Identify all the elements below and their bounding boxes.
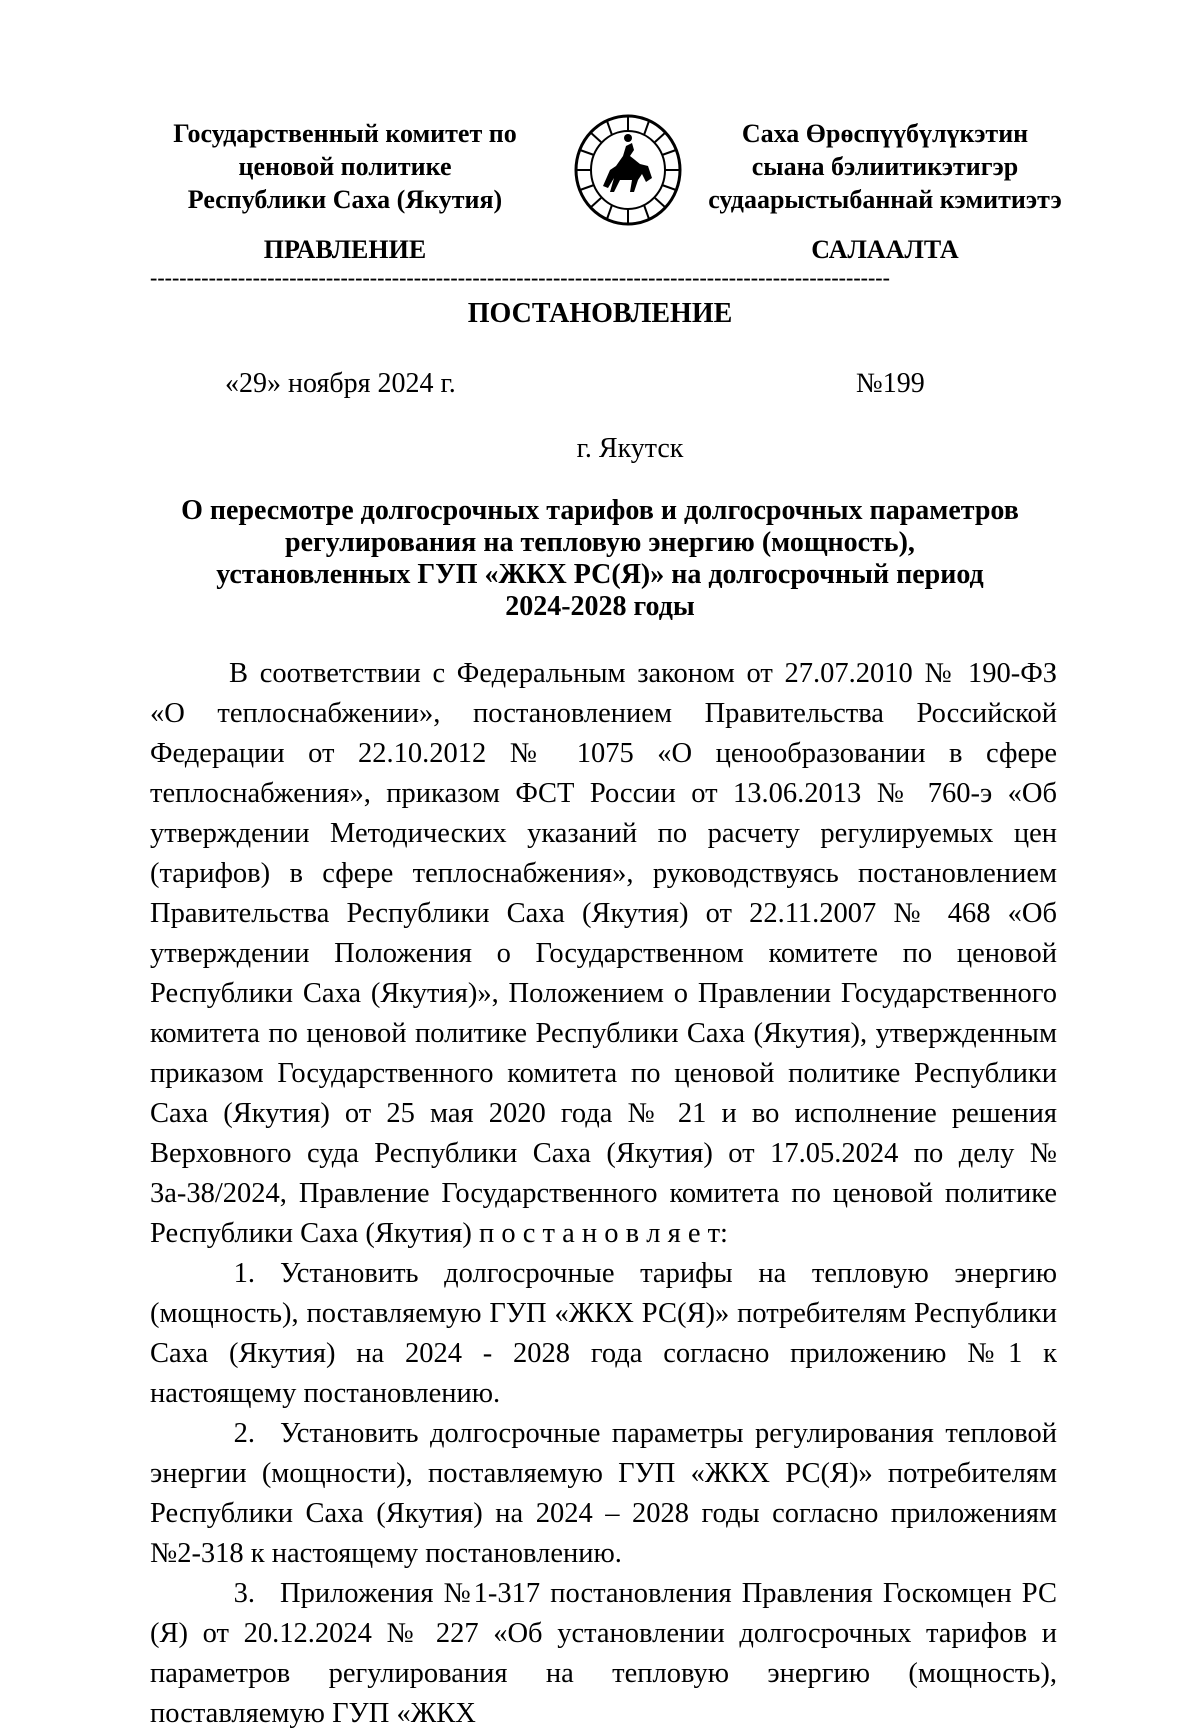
preamble-paragraph xyxy=(150,654,1057,1254)
header-left-line: ценовой политике xyxy=(238,152,452,181)
document-body xyxy=(150,654,1057,1734)
item-number: 1. xyxy=(233,1258,255,1289)
document-subject xyxy=(150,495,1050,623)
header-right-line: сыана бэлиитикэтигэр xyxy=(751,152,1019,181)
header-left-line: Республики Саха (Якутия) xyxy=(187,185,503,214)
subject-line: регулирования на тепловую энергию (мощность), xyxy=(285,527,915,558)
list-item xyxy=(150,1574,1057,1734)
list-item xyxy=(150,1414,1057,1574)
subject-line: 2024-2028 годы xyxy=(505,591,695,622)
coat-of-arms-icon xyxy=(568,108,688,230)
item-number: 2. xyxy=(233,1418,255,1449)
preamble-text: В соответствии с Федеральным законом от 27.07.2010 № 190-ФЗ «О теплоснабжении», постановлением Правительства Российской Федерации от 22.10.2012 № 1075 «О ценообразовании в сфере теплоснабжения», приказом ФСТ России от 13.06.2013 № 760-э «Об утверждении Методических указаний по расчету регулируемых цен (тарифов) в сфере теплоснабжения», руководствуясь постановлением Правительства Республики Саха (Якутия) от 22.11.2007 № 468 «Об утверждении Положения о Государственном комитете по ценовой Республики Саха (Якутия)», Положением о Правлении Государственного комитета по ценовой политике Республики Саха (Якутия), утвержденным приказом Государственного комитета по ценовой политике Республики Саха (Якутия) от 25 мая 2020 года № 21 и во исполнение решения Верховного суда Республики Саха (Якутия) от 17.05.2024 по делу № 3а-38/2024, Правление Государственного комитета по ценовой политике Республики Саха (Якутия) xyxy=(150,658,1057,1249)
header-right xyxy=(690,117,1080,216)
item-text: Установить долгосрочные параметры регулирования тепловой энергии (мощности), поставляемую ГУП «ЖКХ РС(Я)» потребителям Республики Саха (Якутия) на 2024 – 2028 годы согласно приложениям №2-318 к настоящему постановлению. xyxy=(150,1418,1057,1569)
header-left xyxy=(150,117,540,216)
list-item xyxy=(150,1254,1057,1414)
subject-line: О пересмотре долгосрочных тарифов и долгосрочных параметров xyxy=(181,495,1019,526)
header-right-line: судаарыстыбаннай кэмитиэтэ xyxy=(708,185,1062,214)
item-text: Установить долгосрочные тарифы на тепловую энергию (мощность), поставляемую ГУП «ЖКХ РС(Я)» потребителям Республики Саха (Якутия) на 2024 - 2028 года согласно приложению №1 к настоящему постановлению. xyxy=(150,1258,1057,1409)
subject-line: установленных ГУП «ЖКХ РС(Я)» на долгосрочный период xyxy=(216,559,984,590)
header-divider: ----------------------------------------------------------------------------------------------------- xyxy=(150,265,890,290)
document-type: ПОСТАНОВЛЕНИЕ xyxy=(467,298,733,329)
item-text: Приложения №1-317 постановления Правления Госкомцен РС (Я) от 20.12.2024 № 227 «Об установлении долгосрочных тарифов и параметров регулирования на тепловую энергию (мощность), поставляемую ГУП «ЖКХ xyxy=(150,1578,1057,1729)
preamble-verb: п о с т а н о в л я е т: xyxy=(479,1218,728,1249)
item-number: 3. xyxy=(233,1578,255,1609)
document-number: №199 xyxy=(856,368,925,399)
board-label-right: САЛААЛТА xyxy=(811,235,959,264)
document-city: г. Якутск xyxy=(576,433,684,464)
board-label-left: ПРАВЛЕНИЕ xyxy=(263,235,427,264)
document-date: «29» ноября 2024 г. xyxy=(225,368,456,399)
header-left-line: Государственный комитет по xyxy=(173,119,517,148)
header-right-line: Саха Өрөспүүбүлүкэтин xyxy=(741,119,1029,148)
